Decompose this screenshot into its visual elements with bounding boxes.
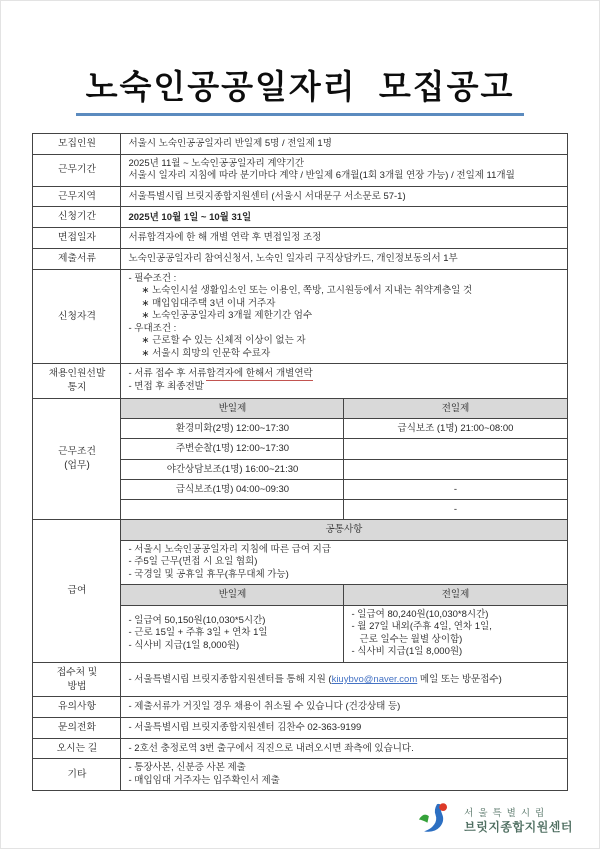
work-full-cell: - — [344, 479, 567, 499]
row-interview-date — [33, 228, 567, 249]
eligibility-required-item: ∗ 매입임대주택 3년 이내 거주자 — [141, 297, 276, 309]
footer-org-line1: 서울특별시립 — [464, 808, 550, 819]
work-full-cell: 급식보조 (1명) 21:00~08:00 — [344, 419, 567, 439]
notice-table — [32, 133, 567, 791]
work-area-label: 근무지역 — [33, 186, 121, 207]
salary-half-line: - 일급여 50,150원(10,030*5시간) — [128, 614, 266, 626]
work-conditions-label — [33, 398, 121, 520]
work-half-cell: 주변순찰(1명) 12:00~17:30 — [121, 439, 344, 459]
salary-full-line: - 월 27일 내외(주휴 4일, 연차 1일, — [351, 621, 492, 633]
footer-org-name — [464, 808, 573, 835]
salary-common-header: 공통사항 — [121, 520, 567, 540]
row-selection-notice — [33, 364, 567, 398]
work-half-cell — [121, 500, 344, 520]
eligibility-value — [121, 269, 567, 364]
salary-half-line: - 근로 15일 + 주휴 3일 + 연차 1일 — [128, 627, 268, 639]
eligibility-preferred-item: ∗ 서울시 희망의 인문학 수료자 — [141, 347, 271, 359]
apply-period-value: 2025년 10월 1일 ~ 10월 31일 — [121, 207, 567, 228]
recruit-count-value: 서울시 노숙인공공일자리 반일제 5명 / 전일제 1명 — [121, 134, 567, 155]
work-full-cell — [344, 459, 567, 479]
work-half-cell: 급식보조(1명) 04:00~09:30 — [121, 479, 344, 499]
row-salary-common-header — [33, 520, 567, 540]
salary-common-lines — [121, 540, 567, 585]
row-directions — [33, 738, 567, 759]
work-period-value — [121, 154, 567, 186]
work-full-cell — [344, 439, 567, 459]
contact-value: - 서울특별시립 브릿지종합지원센터 김찬수 02-363-9199 — [121, 717, 567, 738]
eligibility-required-item: ∗ 노숙인시설 생활입소인 또는 이용인, 쪽방, 고시원등에서 지내는 취약계층일 것 — [141, 285, 473, 297]
documents-label: 제출서류 — [33, 248, 121, 269]
apply-period-label: 신청기간 — [33, 207, 121, 228]
selection-notice-line1-prefix: - 서류 접수 후 서류 — [128, 368, 207, 380]
row-documents — [33, 248, 567, 269]
work-half-cell: 야간상담보조(1명) 16:00~21:30 — [121, 459, 344, 479]
row-apply-period — [33, 207, 567, 228]
reception-prefix: - 서울특별시립 브릿지종합지원센터를 통해 지원 ( — [128, 673, 332, 685]
eligibility-preferred-title: - 우대조건 : — [128, 322, 177, 334]
interview-date-label: 면접일자 — [33, 228, 121, 249]
salary-full-line: - 식사비 지급(1일 8,000원) — [351, 646, 463, 658]
salary-common-line: - 주5일 근무(면접 시 요일 협희) — [128, 556, 258, 568]
interview-date-value: 서류합격자에 한 해 개별 연락 후 면접일정 조정 — [121, 228, 567, 249]
salary-label: 급여 — [33, 520, 121, 662]
work-period-line1: 2025년 11월 ~ 노숙인공공일자리 계약기간 — [128, 157, 305, 169]
directions-label: 오시는 길 — [33, 738, 121, 759]
title-area — [1, 61, 599, 116]
row-contact — [33, 717, 567, 738]
caution-value: - 제출서류가 거짓일 경우 채용이 취소될 수 있습니다 (건강상태 등) — [121, 697, 567, 718]
row-work-conditions-header — [33, 398, 567, 418]
row-eligibility — [33, 269, 567, 364]
work-col-half-header: 반일제 — [121, 398, 344, 418]
salary-col-full-header: 전일제 — [344, 585, 567, 605]
salary-half-line: - 식사비 지급(1일 8,000원) — [128, 640, 240, 651]
page-title: 노숙인공공일자리 모집공고 — [76, 61, 525, 116]
salary-full-cell — [344, 605, 567, 662]
etc-line2: - 매입임대 거주자는 입주확인서 제출 — [128, 774, 280, 786]
work-half-cell: 환경미화(2명) 12:00~17:30 — [121, 419, 344, 439]
selection-notice-line1-highlight: 합격자에 한해서 개별연락 — [206, 368, 313, 380]
work-conditions-label-line2: (업무) — [64, 460, 90, 472]
etc-label: 기타 — [33, 759, 121, 791]
seoul-city-logo-icon — [417, 801, 455, 841]
reception-label-line2: 방법 — [67, 680, 87, 692]
reception-value — [121, 662, 567, 696]
selection-notice-line1 — [128, 368, 559, 381]
eligibility-required-item: ∗ 노숙인공공일자리 3개월 제한기간 엄수 — [141, 310, 313, 322]
eligibility-label: 신청자격 — [33, 269, 121, 364]
recruit-count-label: 모집인원 — [33, 134, 121, 155]
reception-suffix: 메일 또는 방문접수) — [417, 673, 502, 685]
work-col-full-header: 전일제 — [344, 398, 567, 418]
row-work-area — [33, 186, 567, 207]
contact-label: 문의전화 — [33, 717, 121, 738]
salary-common-line: - 서울시 노숙인공공일자리 지침에 따른 급여 지급 — [128, 543, 332, 555]
selection-notice-line2: - 면접 후 최종전발 — [128, 381, 204, 392]
etc-value — [121, 759, 567, 791]
row-etc — [33, 759, 567, 791]
documents-value: 노숙인공공일자리 참여신청서, 노숙인 일자리 구직상담카드, 개인정보동의서 1부 — [121, 248, 567, 269]
work-period-line2: 서울시 일자리 지침에 따라 분기마다 계약 / 반일제 6개월(1회 3개월 연장 가능) / 전일제 11개월 — [128, 170, 515, 182]
salary-full-line: - 일급여 80,240원(10,030*8시간) — [351, 608, 489, 620]
footer — [1, 801, 573, 841]
etc-line1: - 통장사본, 신분증 사본 제출 — [128, 762, 246, 774]
salary-common-line: - 국경일 및 공휴일 휴무(휴무대체 가능) — [128, 568, 289, 580]
row-reception — [33, 662, 567, 696]
selection-notice-label — [33, 364, 121, 398]
eligibility-preferred-item: ∗ 근로할 수 있는 신체적 이상이 없는 자 — [141, 335, 306, 347]
reception-label — [33, 662, 121, 696]
selection-notice-label-line2: 통지 — [67, 382, 87, 393]
row-work-period — [33, 154, 567, 186]
salary-col-half-header: 반일제 — [121, 585, 344, 605]
work-area-value: 서울특별시립 브릿지종합지원센터 (서울시 서대문구 서소문로 57-1) — [121, 186, 567, 207]
work-period-label: 근무기간 — [33, 154, 121, 186]
row-recruit-count — [33, 134, 567, 155]
reception-label-line1: 접수처 및 — [56, 666, 98, 678]
row-caution — [33, 697, 567, 718]
selection-notice-value — [121, 364, 567, 398]
footer-org-line2: 브릿지종합지원센터 — [464, 820, 573, 835]
selection-notice-label-line1: 채용인원선발 — [48, 368, 106, 380]
directions-value: - 2호선 충정로역 3번 출구에서 직진으로 내려오시면 좌측에 있습니다. — [121, 738, 567, 759]
eligibility-required-title: - 필수조건 : — [128, 272, 177, 284]
reception-email-link[interactable]: kiuybvo@naver.com — [331, 673, 418, 685]
work-conditions-label-line1: 근무조건 — [58, 446, 96, 458]
salary-half-cell — [121, 605, 344, 662]
work-full-cell: - — [344, 500, 567, 520]
salary-full-line: 근로 일수는 월별 상이함) — [359, 633, 463, 645]
caution-label: 유의사항 — [33, 697, 121, 718]
